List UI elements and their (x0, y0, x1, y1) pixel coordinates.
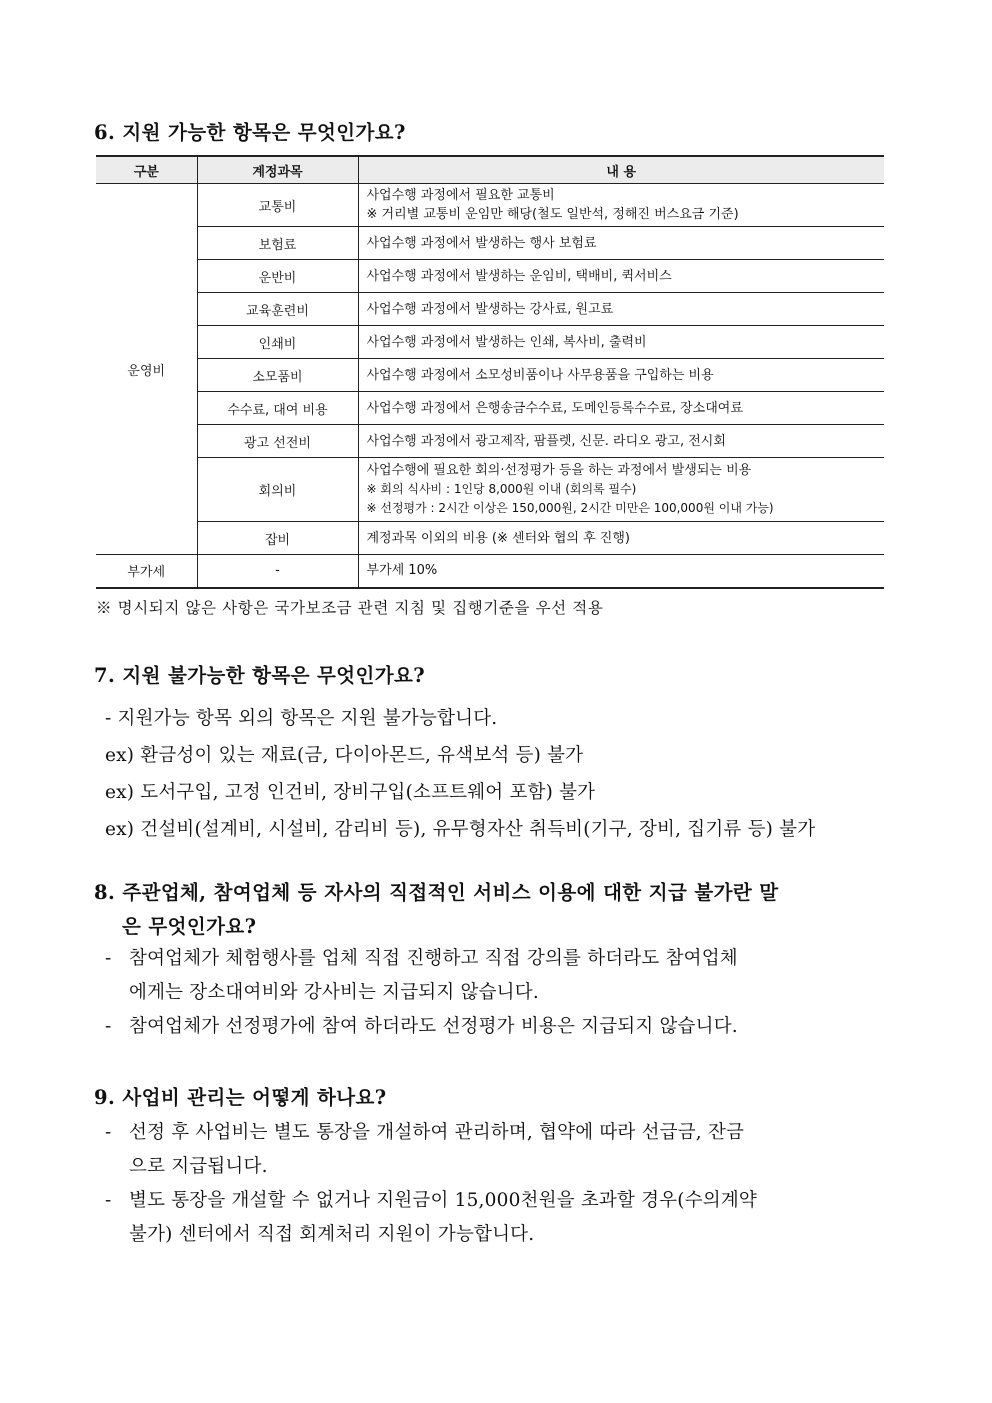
account-cell: 보험료 (197, 227, 358, 260)
bullet-item: - 선정 후 사업비는 별도 통장을 개설하여 관리하며, 협약에 따라 선급금, 잔금 으로 지급됩니다. (105, 1116, 900, 1184)
section-8-title: 8. 주관업체, 참여업체 등 자사의 직접적인 서비스 이용에 대한 지급 불가란 말 은 무엇인가요? (94, 881, 779, 938)
account-cell: 광고 선전비 (197, 425, 358, 458)
table-row (96, 227, 884, 260)
content-cell: 사업수행 과정에서 발생하는 운임비, 택배비, 퀵서비스 (358, 260, 884, 293)
bullet-dash: - (105, 948, 112, 969)
bullet-dash: - (105, 1122, 112, 1143)
account-cell: 소모품비 (197, 359, 358, 392)
content-cell: 사업수행 과정에서 발생하는 인쇄, 복사비, 출력비 (358, 326, 884, 359)
supported-items-table (96, 155, 884, 589)
content-cell: 사업수행 과정에서 발생하는 행사 보험료 (358, 227, 884, 260)
section-9-title: 9. 사업비 관리는 어떻게 하나요? (94, 1086, 387, 1109)
account-cell: 수수료, 대여 비용 (197, 392, 358, 425)
section-8-body (105, 942, 900, 1044)
table-row (96, 326, 884, 359)
section-7-intro: - 지원가능 항목 외의 항목은 지원 불가능합니다. (105, 708, 498, 729)
content-cell: 사업수행 과정에서 발생하는 강사료, 원고료 (358, 293, 884, 326)
section-6-title: 6. 지원 가능한 항목은 무엇인가요? (94, 121, 406, 144)
table-row (96, 184, 884, 227)
section-7-title: 7. 지원 불가능한 항목은 무엇인가요? (94, 664, 426, 687)
vat-account: - (197, 555, 358, 588)
account-cell: 잡비 (197, 522, 358, 555)
vat-category: 부가세 (96, 555, 197, 588)
content-cell: 사업수행에 필요한 회의·선정평가 등을 하는 과정에서 발생되는 비용 ※ 회의 식사비 : 1인당 8,000원 이내 (회의록 필수) ※ 선정평가 : 2시간 이상은 150,000원, 2시간 미만은 100,000원 이내 가능) (358, 458, 884, 522)
table-row (96, 458, 884, 522)
table-row (96, 522, 884, 555)
table-row (96, 359, 884, 392)
header-account: 계정과목 (197, 156, 358, 184)
example-line: ex) 환금성이 있는 재료(금, 다이아몬드, 유색보석 등) 불가 (105, 745, 584, 766)
vat-content: 부가세 10% (358, 555, 884, 588)
table-footnote: ※ 명시되지 않은 사항은 국가보조금 관련 지침 및 집행기준을 우선 적용 (96, 599, 604, 617)
header-category: 구분 (96, 156, 197, 184)
bullet-item: - 참여업체가 선정평가에 참여 하더라도 선정평가 비용은 지급되지 않습니다. (105, 1010, 900, 1044)
content-cell: 사업수행 과정에서 소모성비품이나 사무용품을 구입하는 비용 (358, 359, 884, 392)
example-line: ex) 도서구입, 고정 인건비, 장비구입(소프트웨어 포함) 불가 (105, 782, 596, 803)
example-line: ex) 건설비(설계비, 시설비, 감리비 등), 유무형자산 취득비(기구, 장비, 집기류 등) 불가 (105, 819, 816, 840)
bullet-item: - 별도 통장을 개설할 수 없거나 지원금이 15,000천원을 초과할 경우(수의계약 불가) 센터에서 직접 회계처리 지원이 가능합니다. (105, 1184, 900, 1252)
account-cell: 회의비 (197, 458, 358, 522)
account-cell: 교육훈련비 (197, 293, 358, 326)
table-row-vat (96, 555, 884, 588)
section-7-body (105, 700, 815, 848)
table-row (96, 425, 884, 458)
account-cell: 교통비 (197, 184, 358, 227)
content-cell: 계정과목 이외의 비용 (※ 센터와 협의 후 진행) (358, 522, 884, 555)
table-header-row (96, 156, 884, 184)
group-operating-costs: 운영비 (96, 184, 197, 555)
bullet-dash: - (105, 1016, 112, 1037)
bullet-item: - 참여업체가 체험행사를 업체 직접 진행하고 직접 강의를 하더라도 참여업체 에게는 장소대여비와 강사비는 지급되지 않습니다. (105, 942, 900, 1010)
section-9-body (105, 1116, 900, 1252)
table-row (96, 392, 884, 425)
account-cell: 운반비 (197, 260, 358, 293)
account-cell: 인쇄비 (197, 326, 358, 359)
table-row (96, 293, 884, 326)
content-cell: 사업수행 과정에서 광고제작, 팜플렛, 신문. 라디오 광고, 전시회 (358, 425, 884, 458)
content-cell: 사업수행 과정에서 은행송금수수료, 도메인등록수수료, 장소대여료 (358, 392, 884, 425)
table-row (96, 260, 884, 293)
header-content: 내 용 (358, 156, 884, 184)
bullet-dash: - (105, 1190, 112, 1211)
content-cell: 사업수행 과정에서 필요한 교통비 ※ 거리별 교통비 운임만 해당(철도 일반석, 정해진 버스요금 기준) (358, 184, 884, 227)
